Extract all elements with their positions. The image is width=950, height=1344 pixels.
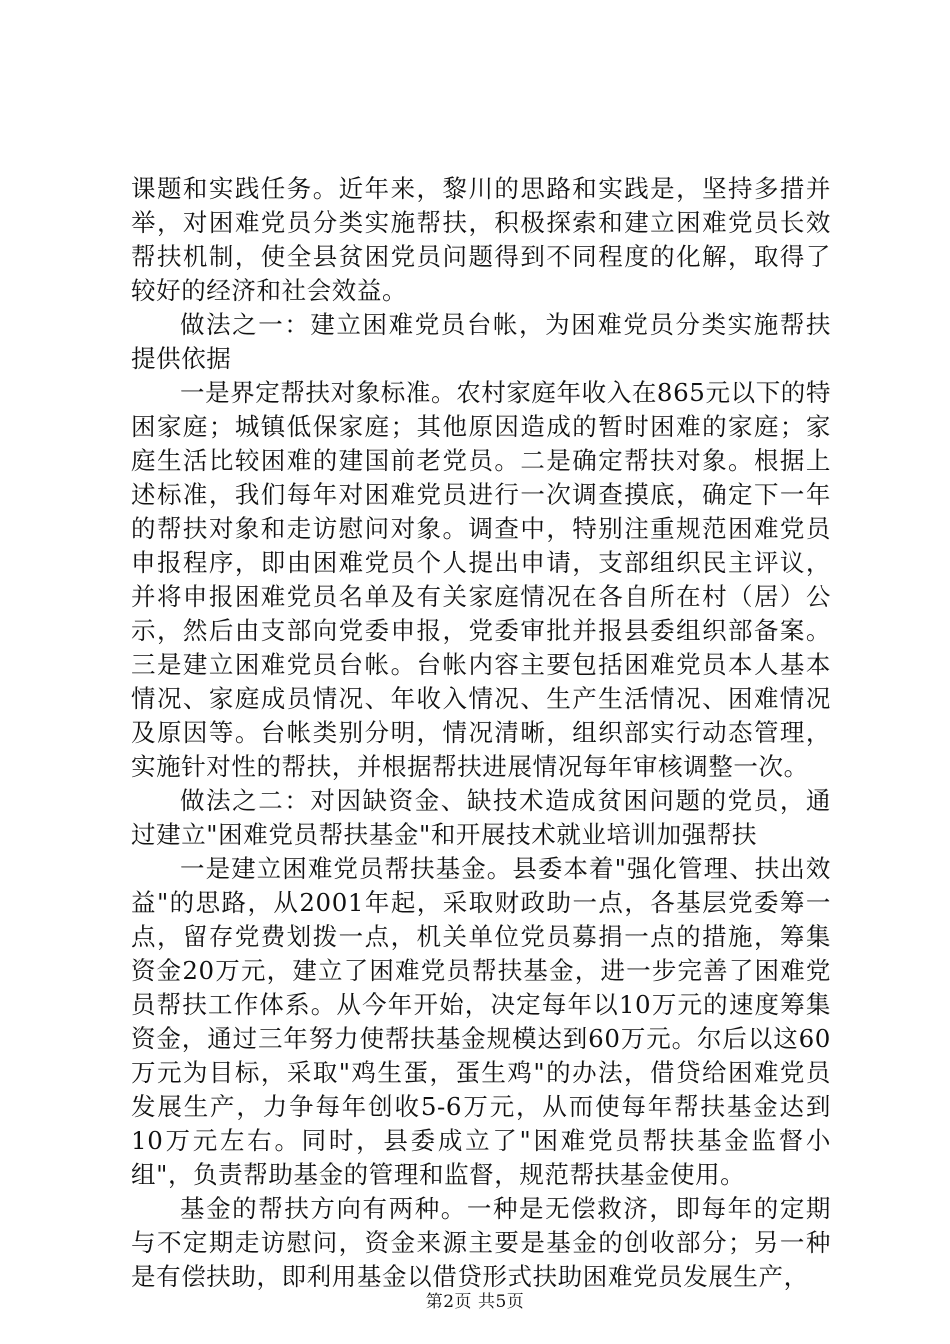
page-number-footer: 第2页 共5页 xyxy=(425,1292,525,1312)
paragraph-method-one-detail: 一是界定帮扶对象标准。农村家庭年收入在865元以下的特困家庭；城镇低保家庭；其他原因造成的暂时困难的家庭；家庭生活比较困难的建国前老党员。二是确定帮扶对象。根据上述标准，我们每年对困难党员进行一次调查摸底，确定下一年的帮扶对象和走访慰问对象。调查中，特别注重规范困难党员申报程序，即由困难党员个人提出申请，支部组织民主评议，并将申报困难党员名单及有关家庭情况在各自所在村（居）公示，然后由支部向党委申报，党委审批并报县委组织部备案。三是建立困难党员台帐。台帐内容主要包括困难党员本人基本情况、家庭成员情况、年收入情况、生产生活情况、困难情况及原因等。台帐类别分明，情况清晰，组织部实行动态管理，实施针对性的帮扶，并根据帮扶进展情况每年审核调整一次。 xyxy=(131,378,831,781)
document-body xyxy=(131,172,831,1294)
section-heading-method-two: 做法之二：对因缺资金、缺技术造成贫困问题的党员，通过建立"困难党员帮扶基金"和开展技术就业培训加强帮扶 xyxy=(131,786,831,849)
paragraph-assistance-fund: 一是建立困难党员帮扶基金。县委本着"强化管理、扶出效益"的思路，从2001年起，采取财政助一点，各基层党委筹一点，留存党费划拨一点，机关单位党员募捐一点的措施，筹集资金20万元，建立了困难党员帮扶基金，进一步完善了困难党员帮扶工作体系。从今年开始，决定每年以10万元的速度筹集资金，通过三年努力使帮扶基金规模达到60万元。尔后以这60万元为目标，采取"鸡生蛋，蛋生鸡"的办法，借贷给困难党员发展生产，力争每年创收5-6万元，从而使每年帮扶基金达到10万元左右。同时，县委成立了"困难党员帮扶基金监督小组"，负责帮助基金的管理和监督，规范帮扶基金使用。 xyxy=(131,854,831,1189)
section-heading-method-one: 做法之一：建立困难党员台帐，为困难党员分类实施帮扶提供依据 xyxy=(131,310,831,373)
paragraph-intro-continued: 课题和实践任务。近年来，黎川的思路和实践是，坚持多措并举，对困难党员分类实施帮扶，积极探索和建立困难党员长效帮扶机制，使全县贫困党员问题得到不同程度的化解，取得了较好的经济和社会效益。 xyxy=(131,174,831,305)
paragraph-fund-direction: 基金的帮扶方向有两种。一种是无偿救济，即每年的定期与不定期走访慰问，资金来源主要是基金的创收部分；另一种是有偿扶助，即利用基金以借贷形式扶助困难党员发展生产， xyxy=(131,1194,831,1291)
